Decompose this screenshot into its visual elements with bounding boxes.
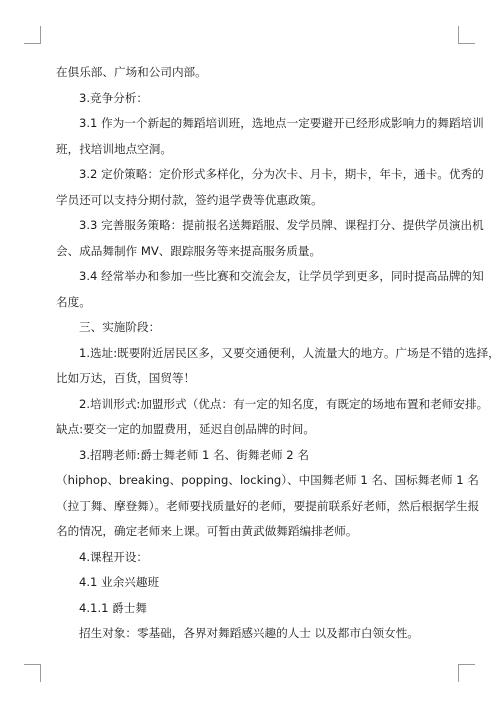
paragraph — [56, 315, 452, 341]
paragraph — [56, 545, 452, 571]
crop-mark-top-left-vertical — [40, 26, 41, 44]
paragraph — [56, 392, 489, 443]
text-line: （hiphop、breaking、popping、locking）、中国舞老师 1 名、国标舞老师 1 名 — [56, 473, 479, 487]
paragraph — [56, 443, 452, 469]
text-line: 2.培训形式:加盟形式（优点：有一定的知名度，有既定的场地布置和老师安排。 — [79, 396, 489, 411]
text-line: 3.4 经常举办和参加一些比赛和交流会友，让学员学到更多，同时提高品牌的知 — [79, 269, 484, 283]
paragraph — [56, 60, 452, 86]
crop-mark-bottom-right-vertical — [458, 664, 459, 682]
text-line: 3.2 定价策略：定价形式多样化，分为次卡、月卡，期卡，年卡，通卡。优秀的 — [79, 167, 484, 181]
paragraph — [56, 213, 484, 264]
paragraph — [56, 596, 452, 622]
paragraph — [56, 111, 484, 162]
text-line: 3.1 作为一个新起的舞蹈培训班，选地点一定要避开已经形成影响力的舞蹈培训 — [79, 116, 484, 130]
crop-mark-top-right-horizontal — [458, 43, 475, 44]
text-line: 3.3 完善服务策略：提前报名送舞蹈服、发学员牌、课程打分、提供学员演出机 — [79, 218, 484, 232]
crop-mark-top-right-vertical — [458, 26, 459, 44]
paragraph — [56, 621, 452, 647]
crop-mark-bottom-left-horizontal — [24, 664, 41, 665]
paragraph — [56, 468, 480, 545]
paragraph — [56, 341, 500, 392]
text-line: 班，找培训地点空洞。 — [56, 141, 172, 156]
text-line: 名的情况，确定老师来上课。可暂由黄武做舞蹈编排老师。 — [56, 524, 358, 538]
paragraph — [56, 570, 452, 596]
document-body — [56, 60, 500, 647]
text-line: 3.竞争分析： — [79, 90, 149, 105]
text-line: 4.课程开设： — [79, 549, 149, 564]
text-line: 会、成品舞制作 MV、跟踪服务等来提高服务质量。 — [56, 243, 322, 258]
text-line: 4.1 业余兴趣班 — [79, 575, 160, 589]
crop-mark-bottom-left-vertical — [40, 664, 41, 682]
crop-mark-top-left-horizontal — [24, 43, 41, 44]
paragraph — [56, 264, 484, 315]
crop-mark-bottom-right-horizontal — [458, 664, 475, 665]
text-line: 比如万达，百货，国贸等！ — [56, 371, 196, 385]
text-line: 3.招聘老师:爵士舞老师 1 名、街舞老师 2 名 — [79, 447, 309, 462]
text-line: 招生对象：零基础，各界对舞蹈感兴趣的人士 以及都市白领女性。 — [79, 626, 419, 640]
text-line: 1.选址:既要附近居民区多，又要交通便利，人流量大的地方。广场是不错的选择， — [79, 345, 500, 360]
text-line: 在俱乐部、广场和公司内部。 — [56, 65, 207, 79]
text-line: 4.1.1 爵士舞 — [79, 600, 147, 615]
paragraph — [56, 86, 452, 112]
text-line: 学员还可以支持分期付款，签约退学费等优惠政策。 — [56, 192, 323, 207]
text-line: （拉丁舞、摩登舞）。老师要找质量好的老师，要提前联系好老师，然后根据学生报 — [56, 498, 480, 513]
text-line: 缺点:要交一定的加盟费用，延迟自创品牌的时间。 — [56, 422, 315, 436]
text-line: 三、实施阶段： — [79, 320, 161, 334]
paragraph — [56, 162, 484, 213]
text-line: 名度。 — [56, 294, 91, 309]
